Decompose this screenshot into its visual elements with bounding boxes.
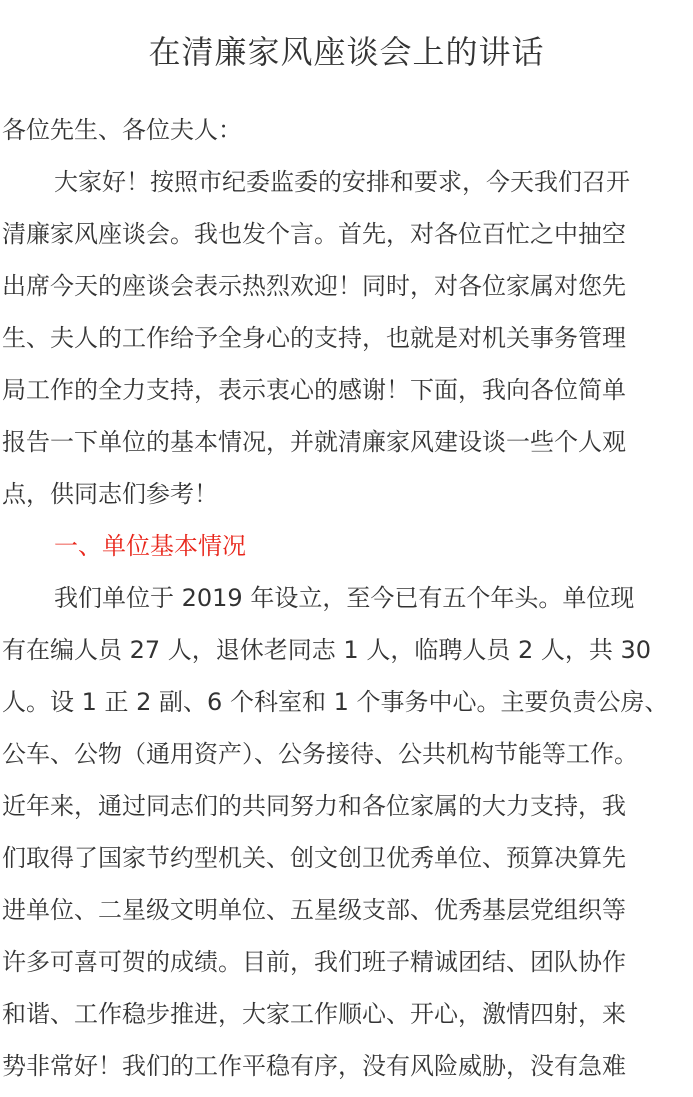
paragraph-line: 许多可喜可贺的成绩。目前，我们班子精诚团结、团队协作 <box>2 948 626 976</box>
document-body <box>2 104 693 1092</box>
paragraph-line: 势非常好！我们的工作平稳有序，没有风险威胁，没有急难 <box>2 1052 626 1080</box>
paragraph-line: 点，供同志们参考！ <box>2 480 218 508</box>
paragraph-line: 大家好！按照市纪委监委的安排和要求，今天我们召开 <box>54 168 630 196</box>
paragraph-line: 有在编人员 27 人，退休老同志 1 人，临聘人员 2 人，共 30 <box>2 636 652 664</box>
paragraph-line: 生、夫人的工作给予全身心的支持，也就是对机关事务管理 <box>2 324 626 352</box>
section-heading: 一、单位基本情况 <box>54 532 246 560</box>
paragraph-line: 清廉家风座谈会。我也发个言。首先，对各位百忙之中抽空 <box>2 220 626 248</box>
paragraph-line: 各位先生、各位夫人： <box>2 116 242 144</box>
paragraph-line: 近年来，通过同志们的共同努力和各位家属的大力支持，我 <box>2 792 626 820</box>
paragraph-line: 局工作的全力支持，表示衷心的感谢！下面，我向各位简单 <box>2 376 626 404</box>
paragraph-line: 报告一下单位的基本情况，并就清廉家风建设谈一些个人观 <box>2 428 626 456</box>
paragraph-line: 出席今天的座谈会表示热烈欢迎！同时，对各位家属对您先 <box>2 272 626 300</box>
paragraph-line: 公车、公物（通用资产）、公务接待、公共机构节能等工作。 <box>2 740 638 768</box>
paragraph-line: 们取得了国家节约型机关、创文创卫优秀单位、预算决算先 <box>2 844 626 872</box>
paragraph-line: 和谐、工作稳步推进，大家工作顺心、开心，激情四射，来 <box>2 1000 626 1028</box>
paragraph-line: 人。设 1 正 2 副、6 个科室和 1 个事务中心。主要负责公房、 <box>2 688 669 716</box>
paragraph-line: 进单位、二星级文明单位、五星级支部、优秀基层党组织等 <box>2 896 626 924</box>
paragraph-line: 我们单位于 2019 年设立，至今已有五个年头。单位现 <box>54 584 635 612</box>
document-title: 在清廉家风座谈会上的讲话 <box>148 33 545 71</box>
